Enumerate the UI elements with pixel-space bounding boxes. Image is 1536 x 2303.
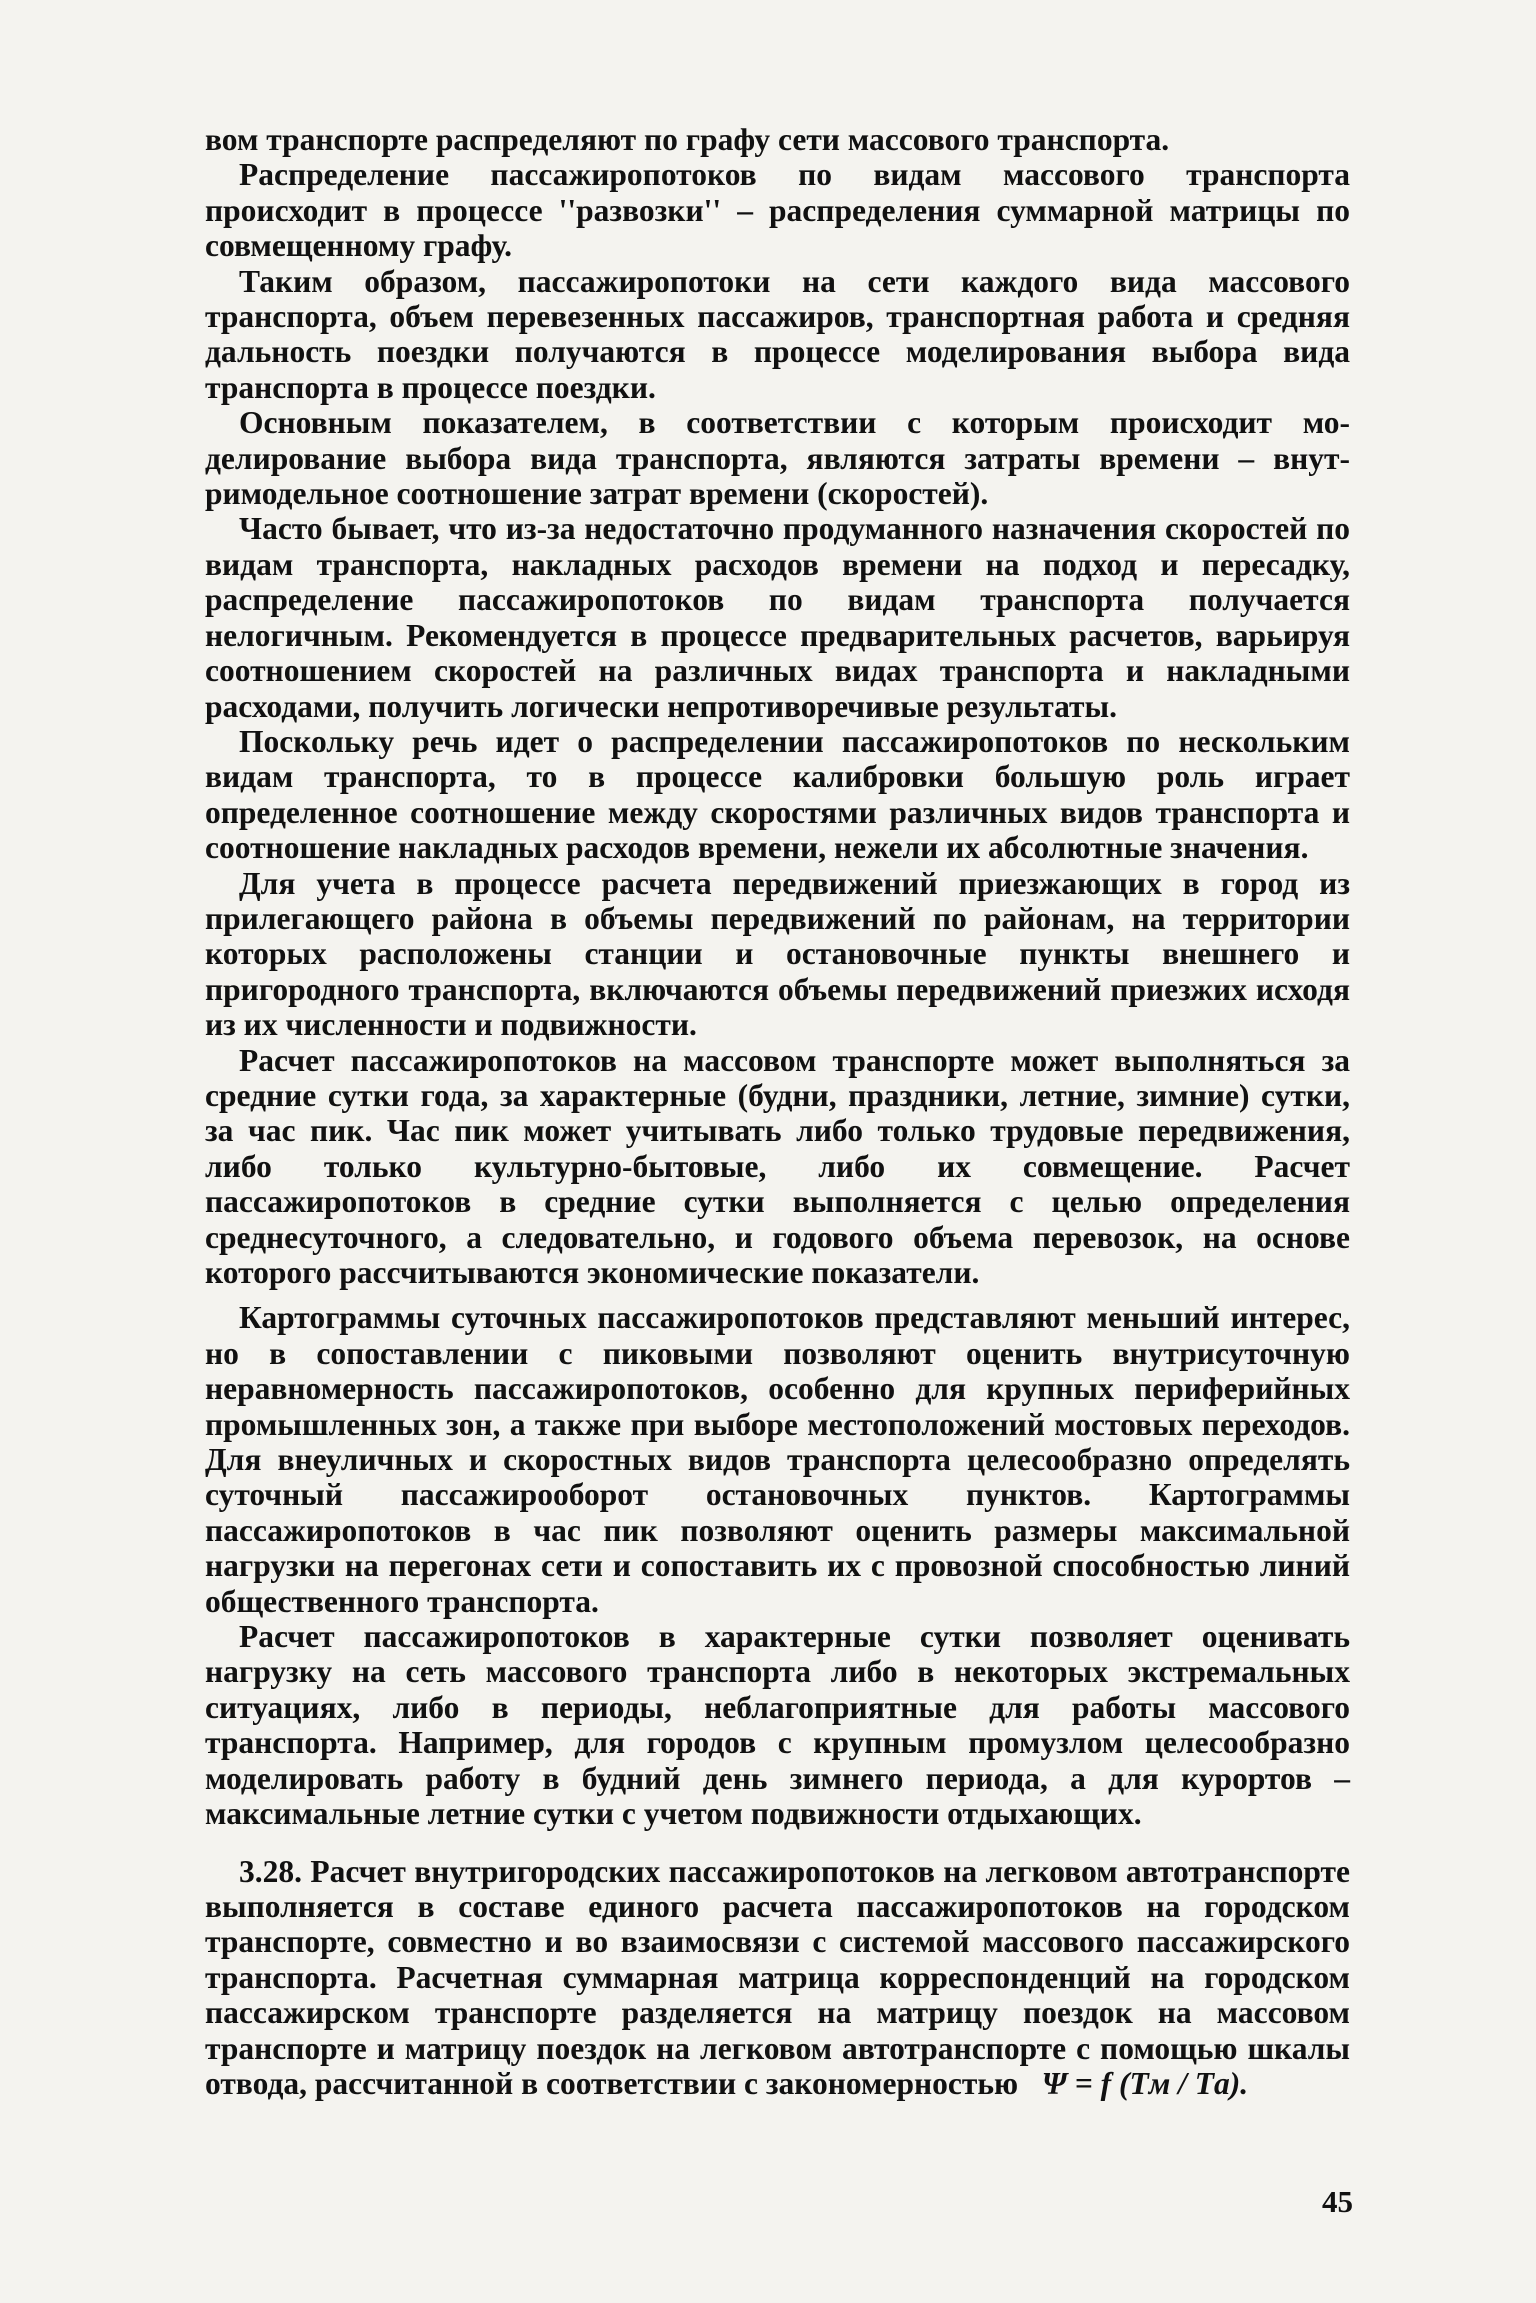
page-body <box>205 122 1350 2101</box>
paragraph-1: вом транспорте распределяют по графу сети массового транспорта. <box>205 122 1170 157</box>
paragraph-11-text: 3.28. Расчет внутригородских пассажиропотоков на легковом автотранспорте выполняется в составе единого расчета пассажиропотоков на городском транспорте, совместно и во взаимосвязи с системой массового пассажирского транспорта. Расчетная суммарная матрица корреспонденций на городском пассажирском транспорте разделяется на матрицу поездок на массовом транспорте и матрицу поездок на легковом автотранспорте с помощью шкалы отвода, рассчитанной в соответствии с закономерностью <box>205 1853 1350 2101</box>
paragraph-10: Расчет пассажиропотоков в характерные сутки позволяет оценивать нагрузку на сеть массового транспорта либо в некоторых экстремальных ситуациях, либо в периоды, неблагоприятные для работы массового транспорта. Например, для городов с крупным промузлом целесообразно моделировать работу в будний день зимнего периода, а для курортов – максимальные летние сутки с учетом подвижности отдыхающих. <box>205 1619 1350 1832</box>
paragraph-9: Картограммы суточных пассажиропотоков представляют меньший интерес, но в сопоставлении с пиковыми позволяют оценить внутрисуточную неравномерность пассажиропотоков, особенно для крупных периферийных промышленных зон, а также при выборе местоположений мостовых переходов. Для внеуличных и скоростных видов транспорта целесообразно определять суточный пассажирооборот остановочных пунктов. Картограммы пассажиропотоков в час пик позволяют оценить размеры максимальной нагрузки на перегонах сети и сопоставить их с провозной способностью линий общественного транспорта. <box>205 1300 1350 1619</box>
paragraph-8: Расчет пассажиропотоков на массовом транспорте может выполняться за средние сутки года, за характерные (будни, праздники, летние, зимние) сутки, за час пик. Час пик может учитывать либо только трудовые передвижения, либо только культурно-бытовые, либо их совмещение. Расчет пассажиропотоков в средние сутки выполняется с целью определения среднесуточного, а следовательно, и годового объема перевозок, на основе которого рассчитываются экономические показатели. <box>205 1042 1350 1290</box>
paragraph-5: Часто бывает, что из-за недостаточно продуманного назначения скоростей по видам транспорта, накладных расходов времени на подход и пересадку, распределение пассажиропотоков по видам транспорта получается нелогичным. Рекомендуется в процессе предварительных расчетов, варьируя соотношением скоростей на различных видах транспорта и накладными расходами, получить логически непротиворечивые результаты. <box>205 511 1350 724</box>
paragraph-2: Распределение пассажиропотоков по видам массового транспорта происходит в процессе ''развозки'' – распределения суммарной матрицы по совмещенному графу. <box>205 157 1350 264</box>
paragraph-11 <box>205 1854 1350 2102</box>
paragraph-6: Поскольку речь идет о распределении пассажиропотоков по нескольким видам транспорта, то в процессе калибровки большую роль играет определенное соотношение между скоростями различных видов транспорта и соотношение накладных расходов времени, нежели их абсолютные значения. <box>205 723 1350 866</box>
page-number: 45 <box>1322 2184 1353 2219</box>
paragraph-3: Таким образом, пассажиропотоки на сети каждого вида массового транспорта, объем перевезенных пассажиров, транспортная работа и средняя дальность поездки получаются в процессе моделирования выбора вида транспорта в процессе поездки. <box>205 263 1350 405</box>
paragraph-4: Основным показателем, в соответствии с которым происходит моделирование выбора вида транспорта, являются затраты времени – внутримодельное соотношение затрат времени (скоростей). <box>205 405 1350 512</box>
formula: Ψ = f (Tм / Tа). <box>1041 2065 1249 2101</box>
paragraph-7: Для учета в процессе расчета передвижений приезжающих в город из прилегающего района в объемы передвижений по районам, на территории которых расположены станции и остановочные пункты внешнего и пригородного транспорта, включаются объемы передвижений приезжих исходя из их численности и подвижности. <box>205 865 1350 1043</box>
